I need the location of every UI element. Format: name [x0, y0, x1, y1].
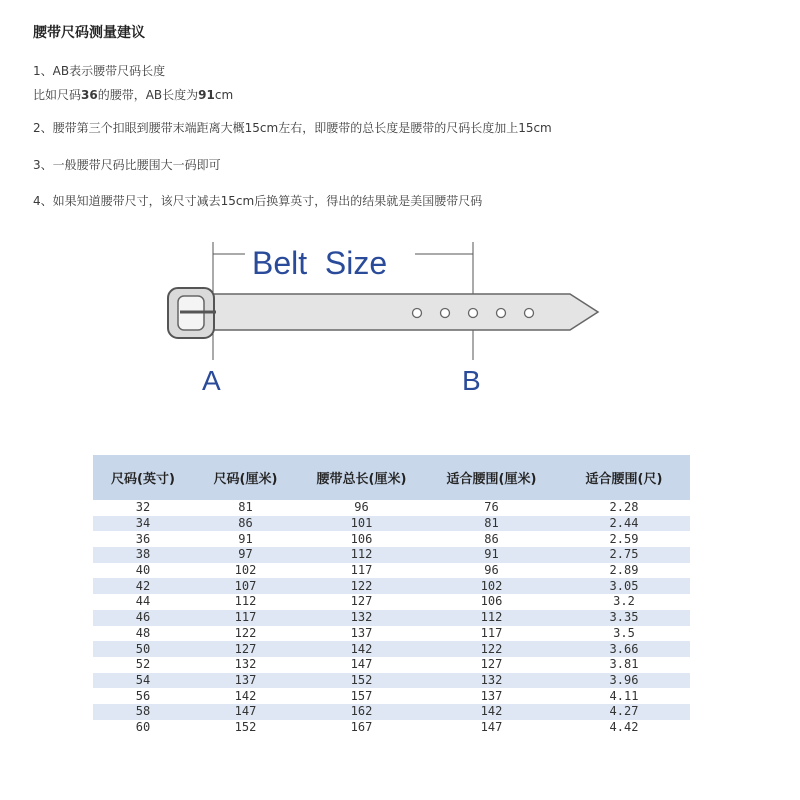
table-cell: 107: [193, 578, 298, 594]
table-cell: 32: [135, 500, 151, 515]
note-3: 3、一般腰带尺码比腰围大一码即可: [33, 158, 221, 172]
page-title: 腰带尺码测量建议: [33, 25, 145, 41]
table-row: [93, 500, 690, 516]
table-cell: 54: [93, 673, 193, 689]
table-cell: 38: [93, 547, 193, 563]
note-1-example-size: 36: [81, 88, 98, 102]
table-cell: 122: [234, 625, 257, 640]
note-4: 4、如果知道腰带尺寸，该尺寸减去15cm后换算英寸，得出的结果就是美国腰带尺码: [33, 194, 483, 208]
table-cell: 97: [193, 547, 298, 563]
table-cell: 127: [350, 594, 373, 609]
point-a-label: A: [202, 365, 221, 396]
belt-strap: [212, 294, 598, 330]
belt-hole: [441, 309, 450, 318]
table-cell: 46: [93, 610, 193, 626]
belt-size-label: Belt Size: [252, 245, 388, 281]
table-cell: 2.75: [558, 547, 690, 563]
size-table: [93, 455, 690, 735]
table-row: [93, 704, 690, 720]
table-row: [93, 610, 690, 626]
table-cell: 106: [480, 594, 503, 609]
table-cell: 132: [298, 610, 425, 626]
note-1-example-length: 91: [198, 88, 215, 102]
table-cell: 96: [354, 500, 369, 515]
table-cell: 117: [480, 625, 503, 640]
table-cell: 4.11: [609, 688, 639, 703]
table-cell: 122: [298, 578, 425, 594]
table-cell: 76: [484, 500, 499, 515]
table-cell: 132: [425, 673, 558, 689]
table-cell: 4.42: [609, 719, 639, 734]
header-size-cm: 尺码(厘米): [193, 455, 298, 500]
table-cell: 96: [484, 563, 499, 578]
table-cell: 48: [135, 625, 151, 640]
table-cell: 102: [425, 578, 558, 594]
table-cell: 147: [193, 704, 298, 720]
table-cell: 127: [193, 641, 298, 657]
note-1-example-unit: cm: [214, 88, 234, 102]
header-waist-cm: 适合腰围(厘米): [425, 455, 558, 500]
table-cell: 91: [238, 531, 253, 546]
table-cell: 112: [234, 594, 257, 609]
table-cell: 36: [135, 531, 151, 546]
table-cell: 86: [193, 516, 298, 532]
table-cell: 142: [298, 641, 425, 657]
table-cell: 81: [425, 516, 558, 532]
table-cell: 2.89: [609, 563, 639, 578]
note-1-example-mid: 的腰带，AB长度为: [97, 88, 199, 102]
table-cell: 162: [298, 704, 425, 720]
table-cell: 101: [298, 516, 425, 532]
table-cell: 102: [234, 563, 257, 578]
table-row: [93, 657, 690, 673]
table-cell: 147: [480, 719, 503, 734]
table-cell: 152: [298, 673, 425, 689]
table-cell: 142: [234, 688, 257, 703]
table-cell: 112: [298, 547, 425, 563]
table-cell: 52: [135, 657, 151, 672]
table-cell: 3.05: [558, 578, 690, 594]
table-cell: 44: [135, 594, 151, 609]
table-cell: 86: [484, 531, 499, 546]
table-cell: 3.5: [613, 625, 635, 640]
table-cell: 56: [135, 688, 151, 703]
table-cell: 3.2: [613, 594, 635, 609]
table-cell: 117: [193, 610, 298, 626]
belt-hole: [525, 309, 534, 318]
belt-hole: [497, 309, 506, 318]
header-size-inch: 尺码(英寸): [93, 455, 193, 500]
note-1-example-prefix: 比如尺码: [33, 88, 82, 102]
point-b-label: B: [462, 365, 481, 396]
table-cell: 40: [135, 563, 151, 578]
table-row: [93, 626, 690, 642]
table-cell: 147: [350, 657, 373, 672]
table-cell: 137: [350, 625, 373, 640]
table-cell: 60: [135, 719, 151, 734]
table-cell: 2.44: [558, 516, 690, 532]
table-body: [93, 500, 690, 735]
table-row: [93, 516, 690, 532]
table-row: [93, 641, 690, 657]
table-cell: 91: [425, 547, 558, 563]
table-cell: 3.81: [609, 657, 639, 672]
table-cell: 3.66: [558, 641, 690, 657]
table-row: [93, 673, 690, 689]
belt-hole: [413, 309, 422, 318]
table-cell: 2.28: [609, 500, 639, 515]
table-row: [93, 720, 690, 736]
note-1: 1、AB表示腰带尺码长度: [33, 64, 166, 78]
table-header-row: [93, 455, 690, 500]
table-cell: 58: [93, 704, 193, 720]
table-row: [93, 563, 690, 579]
table-cell: 157: [350, 688, 373, 703]
table-cell: 4.27: [558, 704, 690, 720]
table-row: [93, 578, 690, 594]
table-cell: 106: [350, 531, 373, 546]
header-waist-chi: 适合腰围(尺): [558, 455, 690, 500]
table-row: [93, 531, 690, 547]
table-cell: 50: [93, 641, 193, 657]
table-cell: 142: [425, 704, 558, 720]
table-cell: 167: [350, 719, 373, 734]
table-row: [93, 547, 690, 563]
belt-size-diagram: [40, 230, 690, 400]
table-cell: 122: [425, 641, 558, 657]
table-cell: 137: [480, 688, 503, 703]
header-total-length: 腰带总长(厘米): [298, 455, 425, 500]
table-cell: 117: [350, 563, 373, 578]
belt-hole: [469, 309, 478, 318]
table-cell: 3.35: [558, 610, 690, 626]
note-2: 2、腰带第三个扣眼到腰带末端距离大概15cm左右，即腰带的总长度是腰带的尺码长度加上15cm: [33, 121, 552, 135]
table-cell: 112: [425, 610, 558, 626]
table-cell: 152: [234, 719, 257, 734]
table-cell: 127: [480, 657, 503, 672]
table-cell: 2.59: [609, 531, 639, 546]
table-cell: 81: [238, 500, 253, 515]
table-cell: 3.96: [558, 673, 690, 689]
table-cell: 34: [93, 516, 193, 532]
table-cell: 42: [93, 578, 193, 594]
table-cell: 132: [234, 657, 257, 672]
table-row: [93, 688, 690, 704]
note-1-example: [33, 86, 233, 103]
table-cell: 137: [193, 673, 298, 689]
table-row: [93, 594, 690, 610]
